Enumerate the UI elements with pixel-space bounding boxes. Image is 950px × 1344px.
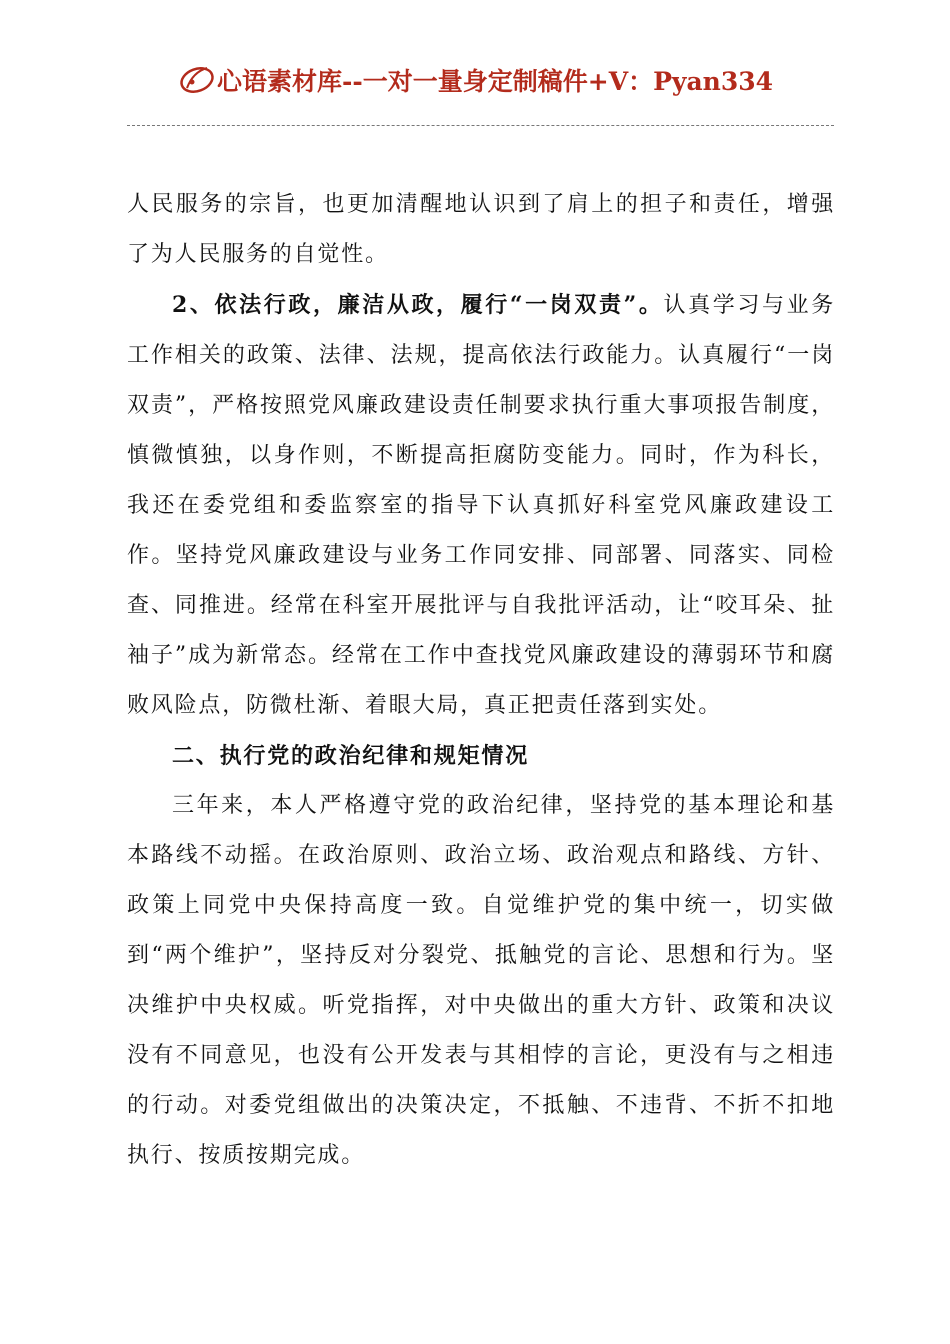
paragraph-2-heading: 2、依法行政，廉洁从政，履行“一岗双责”。 — [172, 292, 664, 318]
header-divider — [127, 125, 834, 126]
paragraph-3: 三年来，本人严格遵守党的政治纪律，坚持党的基本理论和基本路线不动摇。在政治原则、政治立场、政治观点和路线、方针、政策上同党中央保持高度一致。自觉维护党的集中统一，切实做到“两个维护”，坚持反对分裂党、抵触党的言论、思想和行为。坚决维护中央权威。听党指挥，对中央做出的重大方针、政策和决议没有不同意见，也没有公开发表与其相悖的言论，更没有与之相违的行动。对委党组做出的决策决定，不抵触、不违背、不折不扣地执行、按质按期完成。 — [127, 793, 835, 1168]
paragraph-2-text: 认真学习与业务工作相关的政策、法律、法规，提高依法行政能力。认真履行“一岗双责”，严格按照党风廉政建设责任制要求执行重大事项报告制度，慎微慎独，以身作则，不断提高拒腐防变能力。同时，作为科长，我还在委党组和委监察室的指导下认真抓好科室党风廉政建设工作。坚持党风廉政建设与业务工作同安排、同部署、同落实、同检查、同推进。经常在科室开展批评与自我批评活动，让“咬耳朵、扯袖子”成为新常态。经常在工作中查找党风廉政建设的薄弱环节和腐败风险点，防微杜渐、着眼大局，真正把责任落到实处。 — [127, 293, 835, 718]
logo-icon — [177, 60, 217, 100]
header-brand: 心语素材库 — [217, 67, 343, 96]
page-header — [0, 58, 950, 102]
header-tagline: --一对一量身定制稿件+V：Pyan334 — [342, 67, 773, 96]
paragraph-1: 人民服务的宗旨，也更加清醒地认识到了肩上的担子和责任，增强了为人民服务的自觉性。 — [127, 192, 835, 267]
section-2-heading: 二、执行党的政治纪律和规矩情况 — [172, 743, 530, 769]
paragraph-2 — [127, 280, 835, 731]
document-body — [127, 180, 835, 1181]
